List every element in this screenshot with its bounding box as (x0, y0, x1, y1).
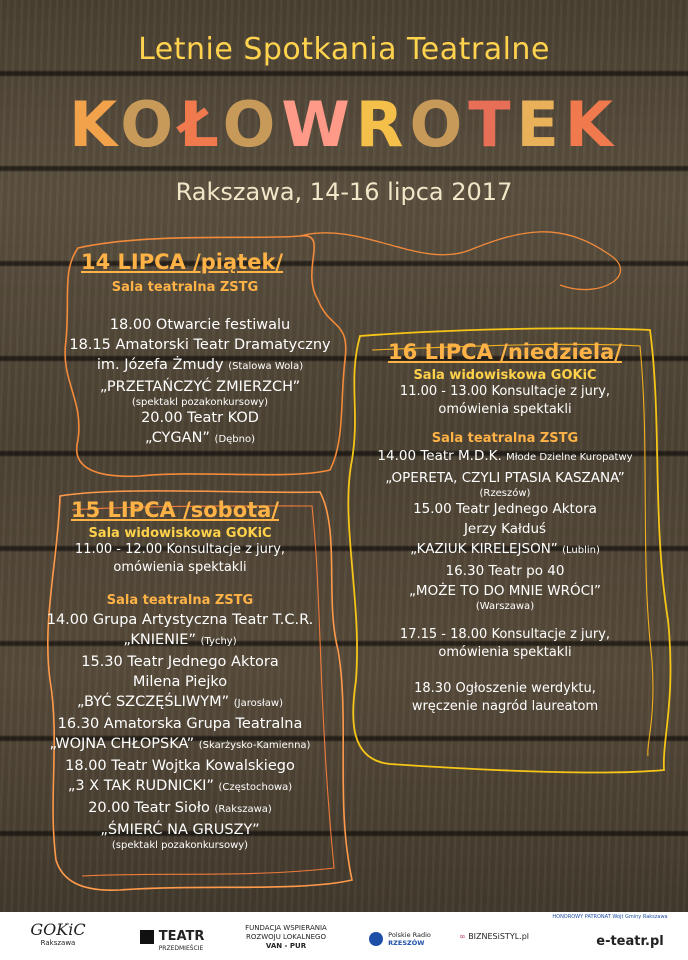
day14-venue: Sala teatralna ZSTG (111, 280, 259, 295)
day16-note: (Rzeszów) (479, 488, 531, 499)
day16-line: 15.00 Teatr Jednego Aktora (413, 501, 597, 517)
day16-line: omówienia spektakli (438, 402, 572, 417)
day16-line: Jerzy Kałduś (463, 521, 547, 537)
radio-icon (369, 932, 383, 946)
day14-line: „PRZETAŃCZYĆ ZMIERZCH” (99, 379, 301, 395)
fundacja-logo: FUNDACJA WSPIERANIA ROZWOJU LOKALNEGO VAN - PUR (245, 924, 327, 950)
day15-line: 11.00 - 12.00 Konsultacje z jury, (74, 542, 286, 557)
day15-note: (spektakl pozakonkursowy) (111, 840, 249, 851)
day15-line: 18.00 Teatr Wojtka Kowalskiego (65, 758, 295, 774)
polskie-radio-logo: Polskie Radio RZESZÓW (360, 928, 440, 947)
day16-title: 16 LIPCA /niedziela/ (388, 340, 622, 364)
day16-line: 17.15 - 18.00 Konsultacje z jury, (399, 627, 611, 642)
day14-line: 18.15 Amatorski Teatr Dramatyczny (69, 337, 331, 353)
day16-line: „OPERETA, CZYLI PTASIA KASZANA” (385, 470, 625, 486)
day14-note: (spektakl pozakonkursowy) (131, 397, 269, 408)
day15-line: 15.30 Teatr Jednego Aktora (81, 654, 279, 670)
day15-line: „WOJNA CHŁOPSKA” (Skarżysko-Kamienna) (49, 736, 311, 752)
day16-line: wręczenie nagród laureatom (411, 699, 599, 714)
day16-section (350, 340, 660, 716)
day16-venue: Sala teatralna ZSTG (431, 431, 579, 446)
festival-date-place: Rakszawa, 14-16 lipca 2017 (175, 178, 513, 206)
teatr-przedmiescie-logo: TEATR PRZEDMIEŚCIE (132, 926, 212, 952)
day16-venue: Sala widowiskowa GOKiC (413, 368, 597, 383)
day16-line: 18.30 Ogłoszenie werdyktu, (414, 681, 596, 696)
day15-venue: Sala teatralna ZSTG (106, 593, 254, 608)
day16-line: „KAZIUK KIRELEJSON” (Lublin) (410, 541, 600, 557)
day14-section (45, 250, 355, 450)
day15-line: 14.00 Grupa Artystyczna Teatr T.C.R. (46, 612, 314, 628)
day15-line: „3 X TAK RUDNICKI” (Częstochowa) (67, 778, 293, 794)
day16-line: 11.00 - 13.00 Konsultacje z jury, (399, 384, 611, 399)
day14-line: im. Józefa Żmudy (Stalowa Wola) (96, 357, 304, 373)
day15-line: 16.30 Amatorska Grupa Teatralna (57, 716, 303, 732)
day16-line: omówienia spektakli (438, 645, 572, 660)
day15-line: omówienia spektakli (113, 560, 247, 575)
sponsor-footer (0, 912, 688, 960)
day14-line: 18.00 Otwarcie festiwalu (109, 317, 291, 333)
day16-line: „MOŻE TO DO MNIE WRÓCI” (408, 583, 602, 599)
day15-title: 15 LIPCA /sobota/ (70, 498, 280, 522)
day14-title: 14 LIPCA /piątek/ (81, 250, 284, 274)
day15-section (30, 498, 330, 851)
day15-line: „ŚMIERĆ NA GRUSZY” (100, 822, 260, 838)
festival-title: Letnie Spotkania Teatralne (138, 32, 550, 67)
day16-line: 14.00 Teatr M.D.K. Młode Dzielne Kuropatwy (377, 448, 633, 464)
day14-line: „CYGAN” (Dębno) (144, 430, 256, 446)
day16-note: (Warszawa) (475, 601, 535, 612)
festival-logo: KOŁOWROTEK (69, 88, 619, 161)
day15-venue: Sala widowiskowa GOKiC (88, 526, 272, 541)
day16-line: 16.30 Teatr po 40 (445, 563, 565, 579)
biznesistyl-icon: ∞ (458, 932, 466, 941)
day14-line: 20.00 Teatr KOD (141, 410, 259, 426)
patronat-logo: HONOROWY PATRONAT Wójt Gminy Rakszawa e-teatr.pl (552, 914, 668, 949)
day15-line: „BYĆ SZCZĘŚLIWYM” (Jarosław) (77, 694, 283, 710)
biznesistyl-logo: ∞ BIZNESiSTYL.pl (458, 932, 530, 941)
day15-line: 20.00 Teatr Sioło (Rakszawa) (88, 800, 272, 816)
gokic-logo: GOKiC Rakszawa (30, 920, 86, 947)
teatr-icon (140, 930, 154, 944)
day15-line: Milena Piejko (132, 674, 228, 690)
day15-line: „KNIENIE” (Tychy) (123, 632, 237, 648)
